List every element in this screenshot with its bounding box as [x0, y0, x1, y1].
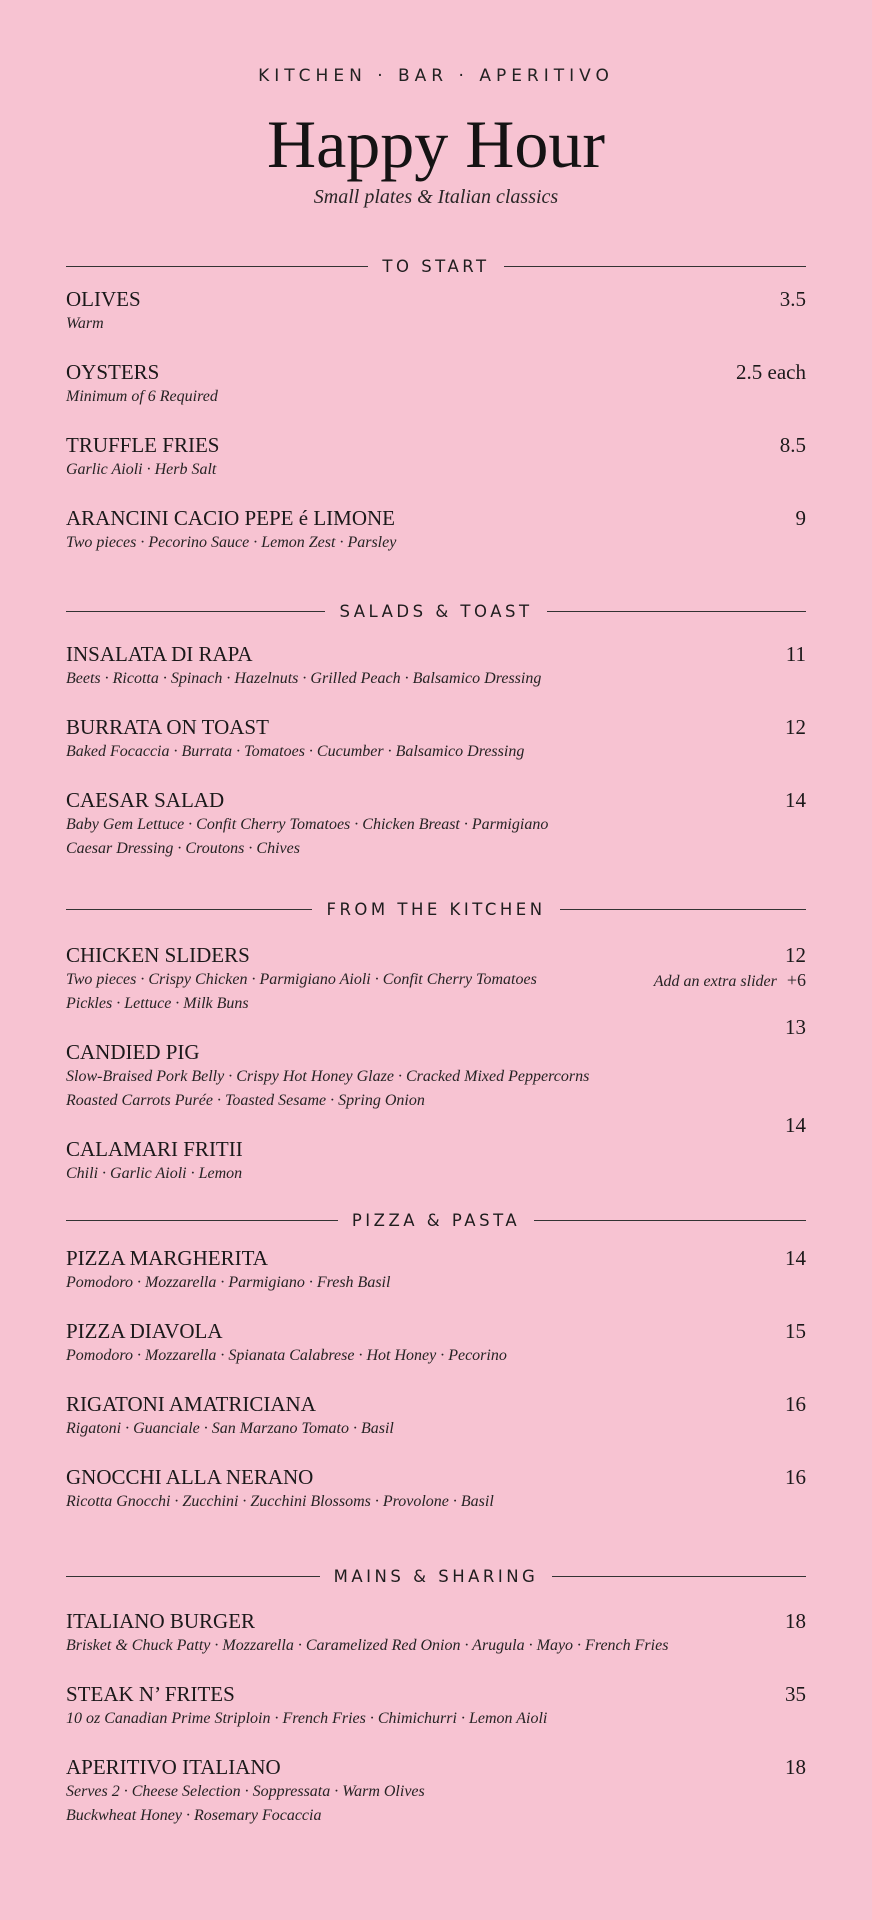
divider: [66, 266, 368, 267]
section-label: TO START: [382, 256, 490, 276]
item-name: GNOCCHI ALLA NERANO: [66, 1465, 314, 1489]
item-name: CAESAR SALAD: [66, 788, 225, 812]
item-price: 12: [785, 943, 806, 967]
menu-item: [66, 714, 806, 764]
menu-item: [66, 942, 806, 1016]
item-description: 10 oz Canadian Prime Striploin · French Fries · Chimichurri · Lemon Aioli: [66, 1710, 548, 1727]
item-description: Two pieces · Pecorino Sauce · Lemon Zest · Parsley: [66, 534, 397, 551]
item-price: 9: [795, 506, 806, 530]
menu-item: [66, 505, 806, 555]
section-heading-pizza-pasta: [66, 1209, 806, 1231]
menu-item: [66, 286, 806, 336]
divider: [552, 1576, 806, 1577]
item-description-line-2: Caesar Dressing · Croutons · Chives: [66, 840, 300, 857]
divider: [66, 1220, 338, 1221]
divider: [547, 611, 806, 612]
item-name: OLIVES: [66, 287, 141, 311]
item-name: ARANCINI CACIO PEPE é LIMONE: [66, 506, 395, 530]
menu-item: [66, 1245, 806, 1295]
section-heading-mains-sharing: [66, 1565, 806, 1587]
item-description-line-2: Buckwheat Honey · Rosemary Focaccia: [66, 1807, 322, 1824]
item-description: Beets · Ricotta · Spinach · Hazelnuts · Grilled Peach · Balsamico Dressing: [66, 670, 542, 687]
item-price: 8.5: [779, 433, 806, 457]
item-name: CHICKEN SLIDERS: [66, 943, 250, 967]
item-name: PIZZA MARGHERITA: [66, 1246, 268, 1270]
item-price: 14: [785, 788, 806, 812]
menu-title: Happy Hour: [266, 106, 606, 182]
section-label: FROM THE KITCHEN: [326, 899, 546, 919]
item-price: 13: [785, 1015, 806, 1039]
menu-item: [66, 1464, 806, 1514]
divider: [66, 611, 325, 612]
menu-subtitle: Small plates & Italian classics: [313, 186, 559, 208]
item-name: ITALIANO BURGER: [66, 1609, 256, 1633]
item-description: Baby Gem Lettuce · Confit Cherry Tomatoes · Chicken Breast · Parmigiano: [66, 816, 549, 833]
item-name: INSALATA DI RAPA: [66, 642, 253, 666]
item-price: 15: [785, 1319, 806, 1343]
item-description: Warm: [66, 315, 104, 332]
item-name: CALAMARI FRITII: [66, 1137, 243, 1161]
addon-price: +6: [786, 970, 806, 990]
menu-item: [66, 359, 806, 409]
menu-item: [66, 1391, 806, 1441]
item-price: 35: [785, 1682, 806, 1706]
divider: [534, 1220, 806, 1221]
item-description: Garlic Aioli · Herb Salt: [66, 461, 217, 478]
item-price: 16: [785, 1465, 806, 1489]
item-name: PIZZA DIAVOLA: [66, 1319, 223, 1343]
divider: [504, 266, 806, 267]
section-label: SALADS & TOAST: [339, 601, 533, 621]
item-description: Pomodoro · Mozzarella · Parmigiano · Fresh Basil: [66, 1274, 391, 1291]
item-description: Rigatoni · Guanciale · San Marzano Tomato · Basil: [66, 1420, 394, 1437]
item-price: 18: [785, 1755, 806, 1779]
divider: [66, 909, 312, 910]
divider: [66, 1576, 320, 1577]
item-price: 12: [785, 715, 806, 739]
item-description: Serves 2 · Cheese Selection · Soppressata · Warm Olives: [66, 1783, 425, 1800]
item-name: APERITIVO ITALIANO: [66, 1755, 281, 1779]
divider: [560, 909, 806, 910]
item-description: Ricotta Gnocchi · Zucchini · Zucchini Blossoms · Provolone · Basil: [66, 1493, 494, 1510]
item-description: Chili · Garlic Aioli · Lemon: [66, 1165, 243, 1182]
item-price: 14: [785, 1113, 806, 1137]
section-heading-to-start: [66, 255, 806, 277]
item-description: Slow-Braised Pork Belly · Crispy Hot Honey Glaze · Cracked Mixed Peppercorns: [66, 1068, 590, 1085]
menu-item: [66, 1039, 806, 1113]
menu-item: [66, 1136, 806, 1186]
item-description: Two pieces · Crispy Chicken · Parmigiano Aioli · Confit Cherry Tomatoes: [66, 971, 537, 988]
item-price: 3.5: [779, 287, 806, 311]
menu-item: [66, 641, 806, 691]
menu-item: [66, 1754, 806, 1828]
item-name: RIGATONI AMATRICIANA: [66, 1392, 316, 1416]
menu-item: [66, 787, 806, 861]
menu-item: [66, 1681, 806, 1731]
addon-label: Add an extra slider: [653, 973, 777, 990]
section-label: MAINS & SHARING: [333, 1566, 539, 1586]
item-price: 14: [785, 1246, 806, 1270]
menu-item: [66, 1318, 806, 1368]
item-description: Baked Focaccia · Burrata · Tomatoes · Cucumber · Balsamico Dressing: [66, 743, 525, 760]
item-name: TRUFFLE FRIES: [66, 433, 220, 457]
item-price: 18: [785, 1609, 806, 1633]
item-price: 11: [785, 642, 806, 666]
section-heading-from-the-kitchen: [66, 898, 806, 920]
item-description: Minimum of 6 Required: [66, 388, 218, 405]
item-description: Brisket & Chuck Patty · Mozzarella · Caramelized Red Onion · Arugula · Mayo · French Fries: [66, 1637, 669, 1654]
item-price: 2.5 each: [736, 360, 806, 384]
section-label: PIZZA & PASTA: [351, 1210, 521, 1230]
item-name: BURRATA ON TOAST: [66, 715, 269, 739]
item-price: 16: [785, 1392, 806, 1416]
item-name: STEAK N’ FRITES: [66, 1682, 235, 1706]
item-description-line-2: Roasted Carrots Purée · Toasted Sesame · Spring Onion: [66, 1092, 425, 1109]
menu-eyebrow: KITCHEN · BAR · APERITIVO: [258, 66, 614, 86]
item-name: OYSTERS: [66, 360, 160, 384]
item-name: CANDIED PIG: [66, 1040, 200, 1064]
menu-item: [66, 432, 806, 482]
item-description-line-2: Pickles · Lettuce · Milk Buns: [66, 995, 249, 1012]
section-heading-salads-toast: [66, 600, 806, 622]
item-description: Pomodoro · Mozzarella · Spianata Calabrese · Hot Honey · Pecorino: [66, 1347, 507, 1364]
menu-item: [66, 1608, 806, 1658]
extra-slider-addon: [654, 968, 806, 994]
